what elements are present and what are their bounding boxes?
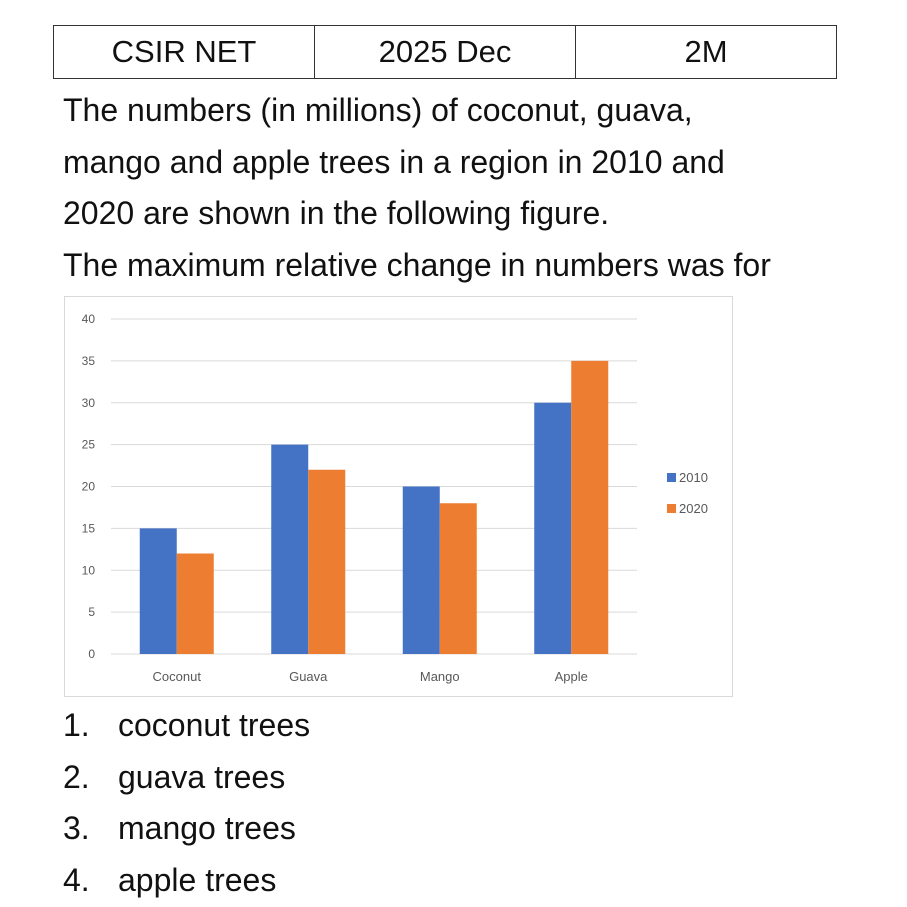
legend-swatch (667, 473, 676, 482)
y-tick-label: 5 (88, 605, 95, 620)
bar-guava-2020 (308, 470, 345, 654)
y-tick-label: 35 (81, 353, 95, 368)
bar-coconut-2010 (140, 528, 177, 654)
y-tick-label: 30 (81, 395, 95, 410)
option-text: apple trees (118, 861, 277, 898)
option-2[interactable] (63, 752, 310, 804)
exam-session-cell: 2025 Dec (315, 26, 576, 79)
x-tick-label: Coconut (152, 669, 201, 684)
option-number: 1. (63, 707, 90, 743)
bar-chart (64, 296, 733, 697)
exam-name-cell: CSIR NET (54, 26, 315, 79)
option-1[interactable] (63, 700, 310, 752)
y-tick-label: 40 (81, 312, 95, 326)
bar-apple-2010 (534, 403, 571, 654)
answer-options (63, 700, 310, 906)
option-number: 4. (63, 861, 90, 898)
question-line: The numbers (in millions) of coconut, guava, (63, 92, 693, 128)
y-tick-label: 20 (81, 479, 95, 494)
legend-label: 2020 (679, 501, 708, 516)
bar-guava-2010 (271, 445, 308, 654)
bar-coconut-2020 (177, 554, 214, 655)
question-line: mango and apple trees in a region in 2010 and (63, 143, 725, 180)
option-4[interactable] (63, 855, 310, 907)
question-text (63, 85, 883, 291)
bar-mango-2020 (440, 503, 477, 654)
legend-label: 2010 (679, 470, 708, 485)
question-line: 2020 are shown in the following figure. (63, 195, 610, 231)
option-text: guava trees (118, 758, 286, 795)
legend-swatch (667, 504, 676, 513)
option-3[interactable] (63, 803, 310, 855)
option-number: 3. (63, 810, 90, 846)
x-tick-label: Guava (289, 669, 328, 684)
y-tick-label: 15 (81, 521, 95, 536)
x-tick-label: Apple (554, 669, 588, 684)
exam-info-row (54, 26, 837, 79)
question-line: The maximum relative change in numbers was for (63, 246, 771, 283)
y-tick-label: 0 (88, 647, 95, 661)
bar-mango-2010 (403, 487, 440, 655)
option-number: 2. (63, 758, 90, 795)
marks-cell: 2M (576, 26, 837, 79)
option-text: coconut trees (118, 707, 311, 743)
x-tick-label: Mango (419, 669, 460, 684)
bar-apple-2020 (571, 361, 608, 654)
y-tick-label: 25 (81, 437, 95, 452)
bar-chart-svg (65, 297, 732, 696)
y-tick-label: 10 (81, 563, 95, 578)
exam-info-table (53, 25, 837, 79)
option-text: mango trees (118, 810, 296, 846)
